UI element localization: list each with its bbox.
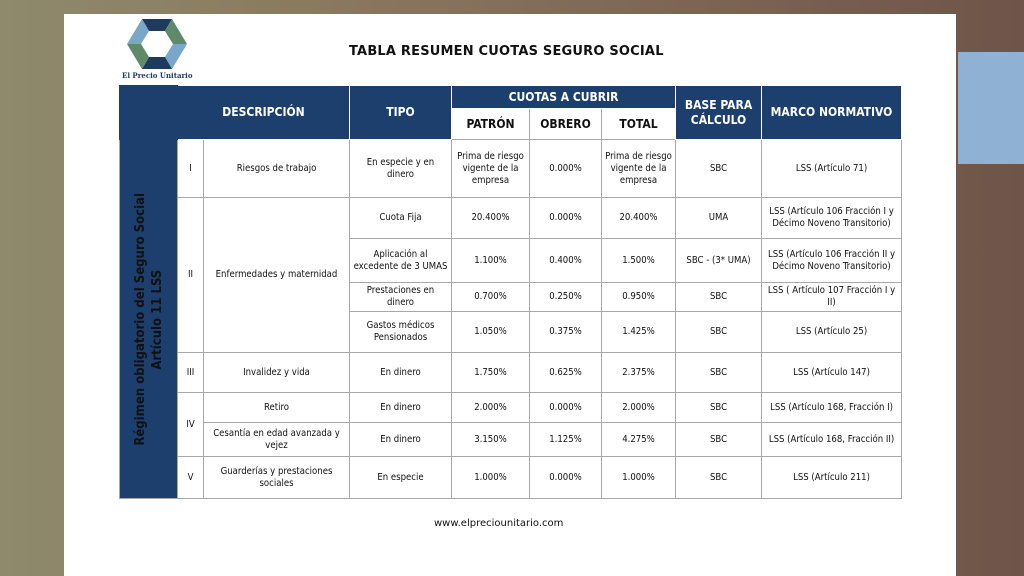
- row-total: 2.000%: [602, 393, 676, 423]
- quotas-table: [119, 85, 902, 499]
- row-tipo: Cuota Fija: [350, 198, 452, 239]
- row-base: UMA: [676, 198, 762, 239]
- row-patron: Prima de riesgo vigente de la empresa: [452, 140, 530, 198]
- table-row: [120, 140, 902, 198]
- row-marco: LSS (Artículo 106 Fracción II y Décimo Noveno Transitorio): [762, 239, 902, 283]
- regime-label-line2: Artículo 11 LSS: [149, 269, 165, 369]
- row-base: SBC - (3* UMA): [676, 239, 762, 283]
- row-descripcion: Riesgos de trabajo: [204, 140, 350, 198]
- row-base: SBC: [676, 423, 762, 457]
- row-base: SBC: [676, 393, 762, 423]
- row-marco: LSS (Artículo 211): [762, 457, 902, 499]
- header-tipo: TIPO: [350, 86, 452, 140]
- row-number: II: [178, 198, 204, 353]
- row-patron: 2.000%: [452, 393, 530, 423]
- row-total: 1.425%: [602, 312, 676, 353]
- row-base: SBC: [676, 457, 762, 499]
- row-marco: LSS (Artículo 106 Fracción I y Décimo Noveno Transitorio): [762, 198, 902, 239]
- row-total: 2.375%: [602, 353, 676, 393]
- footer-url: www.elpreciounitario.com: [434, 518, 564, 529]
- header-base: BASE PARA CÁLCULO: [676, 86, 762, 140]
- header-total: TOTAL: [602, 109, 676, 140]
- row-base: SBC: [676, 312, 762, 353]
- logo-icon: [126, 18, 188, 70]
- row-obrero: 0.000%: [530, 140, 602, 198]
- header-marco: MARCO NORMATIVO: [762, 86, 902, 140]
- row-number: V: [178, 457, 204, 499]
- row-tipo: Gastos médicos Pensionados: [350, 312, 452, 353]
- row-marco: LSS (Artículo 71): [762, 140, 902, 198]
- row-marco: LSS (Artículo 147): [762, 353, 902, 393]
- row-tipo: Aplicación al excedente de 3 UMAS: [350, 239, 452, 283]
- table-row: [120, 423, 902, 457]
- row-number: IV: [178, 393, 204, 457]
- row-marco: LSS (Artículo 168, Fracción II): [762, 423, 902, 457]
- regime-label-line1: Régimen obligatorio del Seguro Social: [132, 192, 148, 446]
- regime-label: [120, 140, 178, 499]
- row-obrero: 0.000%: [530, 457, 602, 499]
- row-marco: LSS ( Artículo 107 Fracción I y II): [762, 283, 902, 312]
- table-row: [120, 353, 902, 393]
- accent-tab: [958, 52, 1024, 164]
- logo: [122, 18, 192, 90]
- row-descripcion: Cesantía en edad avanzada y vejez: [204, 423, 350, 457]
- row-tipo: Prestaciones en dinero: [350, 283, 452, 312]
- row-base: SBC: [676, 140, 762, 198]
- header-corner: [120, 86, 178, 140]
- header-obrero: OBRERO: [530, 109, 602, 140]
- row-patron: 0.700%: [452, 283, 530, 312]
- header-descripcion: DESCRIPCIÓN: [178, 86, 350, 140]
- row-descripcion: Guarderías y prestaciones sociales: [204, 457, 350, 499]
- row-patron: 20.400%: [452, 198, 530, 239]
- row-marco: LSS (Artículo 25): [762, 312, 902, 353]
- row-descripcion: Retiro: [204, 393, 350, 423]
- table-row: [120, 198, 902, 239]
- row-patron: 1.000%: [452, 457, 530, 499]
- logo-text: El Precio Unitario: [122, 71, 193, 80]
- row-patron: 1.100%: [452, 239, 530, 283]
- row-total: 20.400%: [602, 198, 676, 239]
- table-row: [120, 393, 902, 423]
- row-total: 1.500%: [602, 239, 676, 283]
- row-descripcion: Enfermedades y maternidad: [204, 198, 350, 353]
- row-total: 0.950%: [602, 283, 676, 312]
- slide: [64, 14, 956, 576]
- row-patron: 3.150%: [452, 423, 530, 457]
- row-total: 4.275%: [602, 423, 676, 457]
- row-obrero: 0.375%: [530, 312, 602, 353]
- row-obrero: 0.625%: [530, 353, 602, 393]
- table-row: [120, 457, 902, 499]
- row-obrero: 0.250%: [530, 283, 602, 312]
- row-obrero: 1.125%: [530, 423, 602, 457]
- row-number: I: [178, 140, 204, 198]
- row-obrero: 0.400%: [530, 239, 602, 283]
- header-patron: PATRÓN: [452, 109, 530, 140]
- row-tipo: En especie: [350, 457, 452, 499]
- row-tipo: En dinero: [350, 393, 452, 423]
- row-base: SBC: [676, 283, 762, 312]
- row-total: Prima de riesgo vigente de la empresa: [602, 140, 676, 198]
- row-obrero: 0.000%: [530, 198, 602, 239]
- row-tipo: En especie y en dinero: [350, 140, 452, 198]
- row-patron: 1.050%: [452, 312, 530, 353]
- row-total: 1.000%: [602, 457, 676, 499]
- row-tipo: En dinero: [350, 353, 452, 393]
- row-marco: LSS (Artículo 168, Fracción I): [762, 393, 902, 423]
- slide-title: TABLA RESUMEN CUOTAS SEGURO SOCIAL: [349, 44, 664, 59]
- row-number: III: [178, 353, 204, 393]
- row-tipo: En dinero: [350, 423, 452, 457]
- row-descripcion: Invalidez y vida: [204, 353, 350, 393]
- header-cuotas: CUOTAS A CUBRIR: [452, 86, 676, 109]
- row-patron: 1.750%: [452, 353, 530, 393]
- row-base: SBC: [676, 353, 762, 393]
- row-obrero: 0.000%: [530, 393, 602, 423]
